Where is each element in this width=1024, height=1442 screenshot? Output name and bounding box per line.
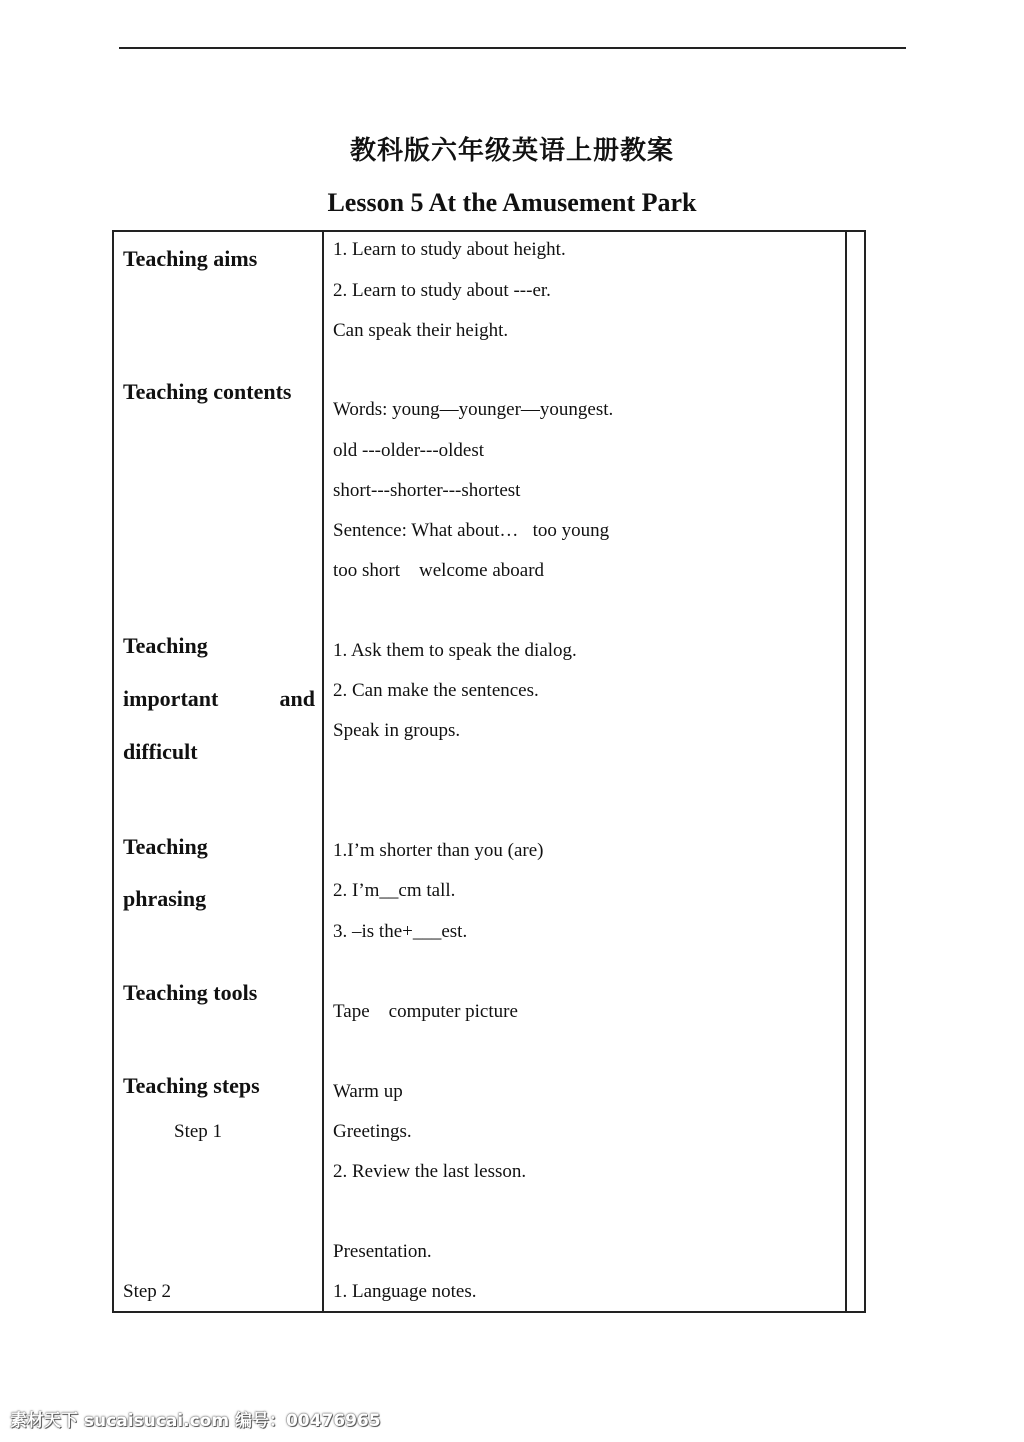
label-important-word: important (123, 686, 219, 711)
content-line: 2. Can make the sentences. (333, 680, 539, 701)
label-teaching-steps: Teaching steps (123, 1073, 260, 1098)
content-line: 2. Review the last lesson. (333, 1161, 527, 1182)
content-line: Presentation. (333, 1241, 432, 1262)
content-line: old ---older---oldest (333, 440, 485, 461)
label-teaching-aims: Teaching aims (123, 246, 258, 271)
label-step-1: Step 1 (174, 1121, 223, 1142)
label-step-2: Step 2 (123, 1281, 172, 1302)
content-line: 1. Language notes. (333, 1281, 477, 1302)
content-line: 2. I’m__cm tall. (333, 880, 456, 901)
label-teaching-important-line2 (123, 686, 315, 712)
table-right-divider (845, 230, 847, 1313)
page-title-chinese: 教科版六年级英语上册教案 (349, 136, 674, 166)
content-line: Warm up (333, 1081, 403, 1102)
content-line: Sentence: What about… too young (333, 520, 610, 541)
content-line: short---shorter---shortest (333, 480, 521, 501)
content-line: 1.I’m shorter than you (are) (333, 840, 544, 861)
content-line: Words: young—younger—youngest. (333, 399, 614, 420)
content-line: Speak in groups. (333, 720, 461, 741)
content-line: 3. –is the+___est. (333, 921, 468, 942)
content-line: 1. Learn to study about height. (333, 239, 566, 260)
content-line: Can speak their height. (333, 320, 509, 341)
label-teaching-phrasing-line1: Teaching (123, 834, 208, 859)
lesson-title: Lesson 5 At the Amusement Park (327, 188, 697, 217)
content-line: too short welcome aboard (333, 560, 545, 581)
label-teaching-important-line3: difficult (123, 739, 198, 764)
content-line: 2. Learn to study about ---er. (333, 280, 551, 301)
label-teaching-contents: Teaching contents (123, 379, 292, 404)
content-line: Greetings. (333, 1121, 412, 1142)
content-line: Tape computer picture (333, 1001, 518, 1022)
label-teaching-important-line1: Teaching (123, 633, 208, 658)
label-teaching-phrasing-line2: phrasing (123, 886, 207, 911)
table-column-divider (322, 230, 324, 1313)
content-line: 1. Ask them to speak the dialog. (333, 640, 577, 661)
header-rule (119, 47, 906, 49)
label-and-word: and (279, 686, 315, 711)
label-teaching-tools: Teaching tools (123, 980, 258, 1005)
watermark: 素材天下 sucaisucai.com 编号：00476965 (10, 1411, 381, 1431)
